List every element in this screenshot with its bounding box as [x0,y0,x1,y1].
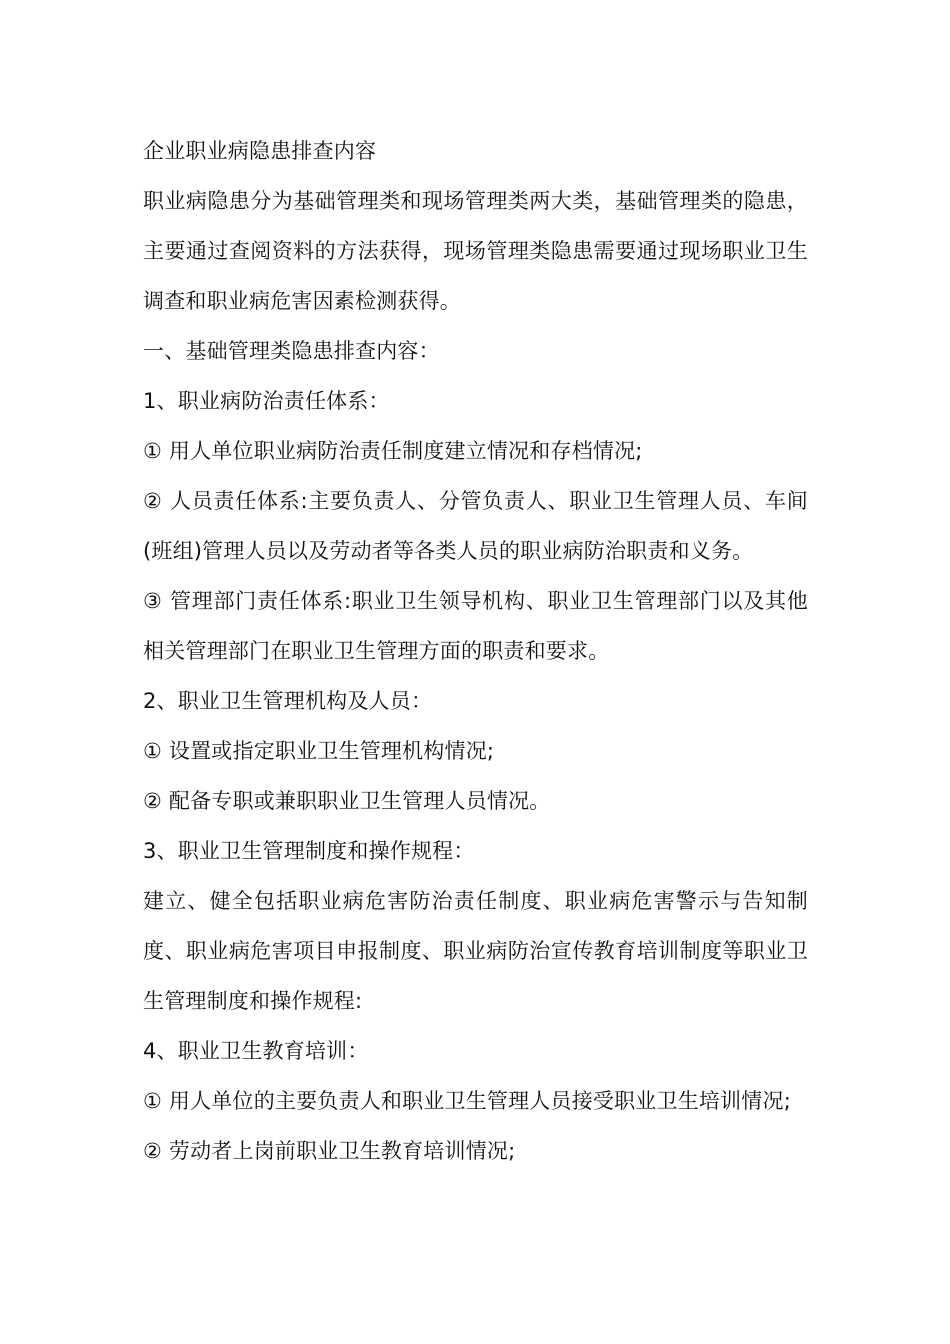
paragraph-rules: 建立、健全包括职业病危害防治责任制度、职业病危害警示与告知制度、职业病危害项目申报制度、职业病防治宣传教育培训制度等职业卫生管理制度和操作规程: [143,889,808,1013]
list-item: ① 用人单位职业病防治责任制度建立情况和存档情况; [143,439,643,463]
document-title: 企业职业病隐患排查内容 [143,139,377,163]
paragraph-intro: 职业病隐患分为基础管理类和现场管理类两大类，基础管理类的隐患，主要通过查阅资料的方法获得，现场管理类隐患需要通过现场职业卫生调查和职业病危害因素检测获得。 [143,189,808,313]
item-heading-responsibility-system: 1、职业病防治责任体系： [143,389,390,413]
list-item: ① 设置或指定职业卫生管理机构情况; [143,739,495,763]
list-item: ③ 管理部门责任体系:职业卫生领导机构、职业卫生管理部门以及其他相关管理部门在职业卫生管理方面的职责和要求。 [143,589,808,663]
section-heading-basic-management: 一、基础管理类隐患排查内容： [143,339,440,363]
list-item: ② 人员责任体系:主要负责人、分管负责人、职业卫生管理人员、车间(班组)管理人员以及劳动者等各类人员的职业病防治职责和义务。 [143,489,808,563]
list-item: ① 用人单位的主要负责人和职业卫生管理人员接受职业卫生培训情况; [143,1089,791,1113]
item-heading-management-organization: 2、职业卫生管理机构及人员： [143,689,433,713]
item-heading-management-rules: 3、职业卫生管理制度和操作规程： [143,839,475,863]
item-heading-training: 4、职业卫生教育培训： [143,1039,369,1063]
document-body [143,126,808,1176]
list-item: ② 配备专职或兼职职业卫生管理人员情况。 [143,789,551,813]
list-item: ② 劳动者上岗前职业卫生教育培训情况; [143,1139,516,1163]
